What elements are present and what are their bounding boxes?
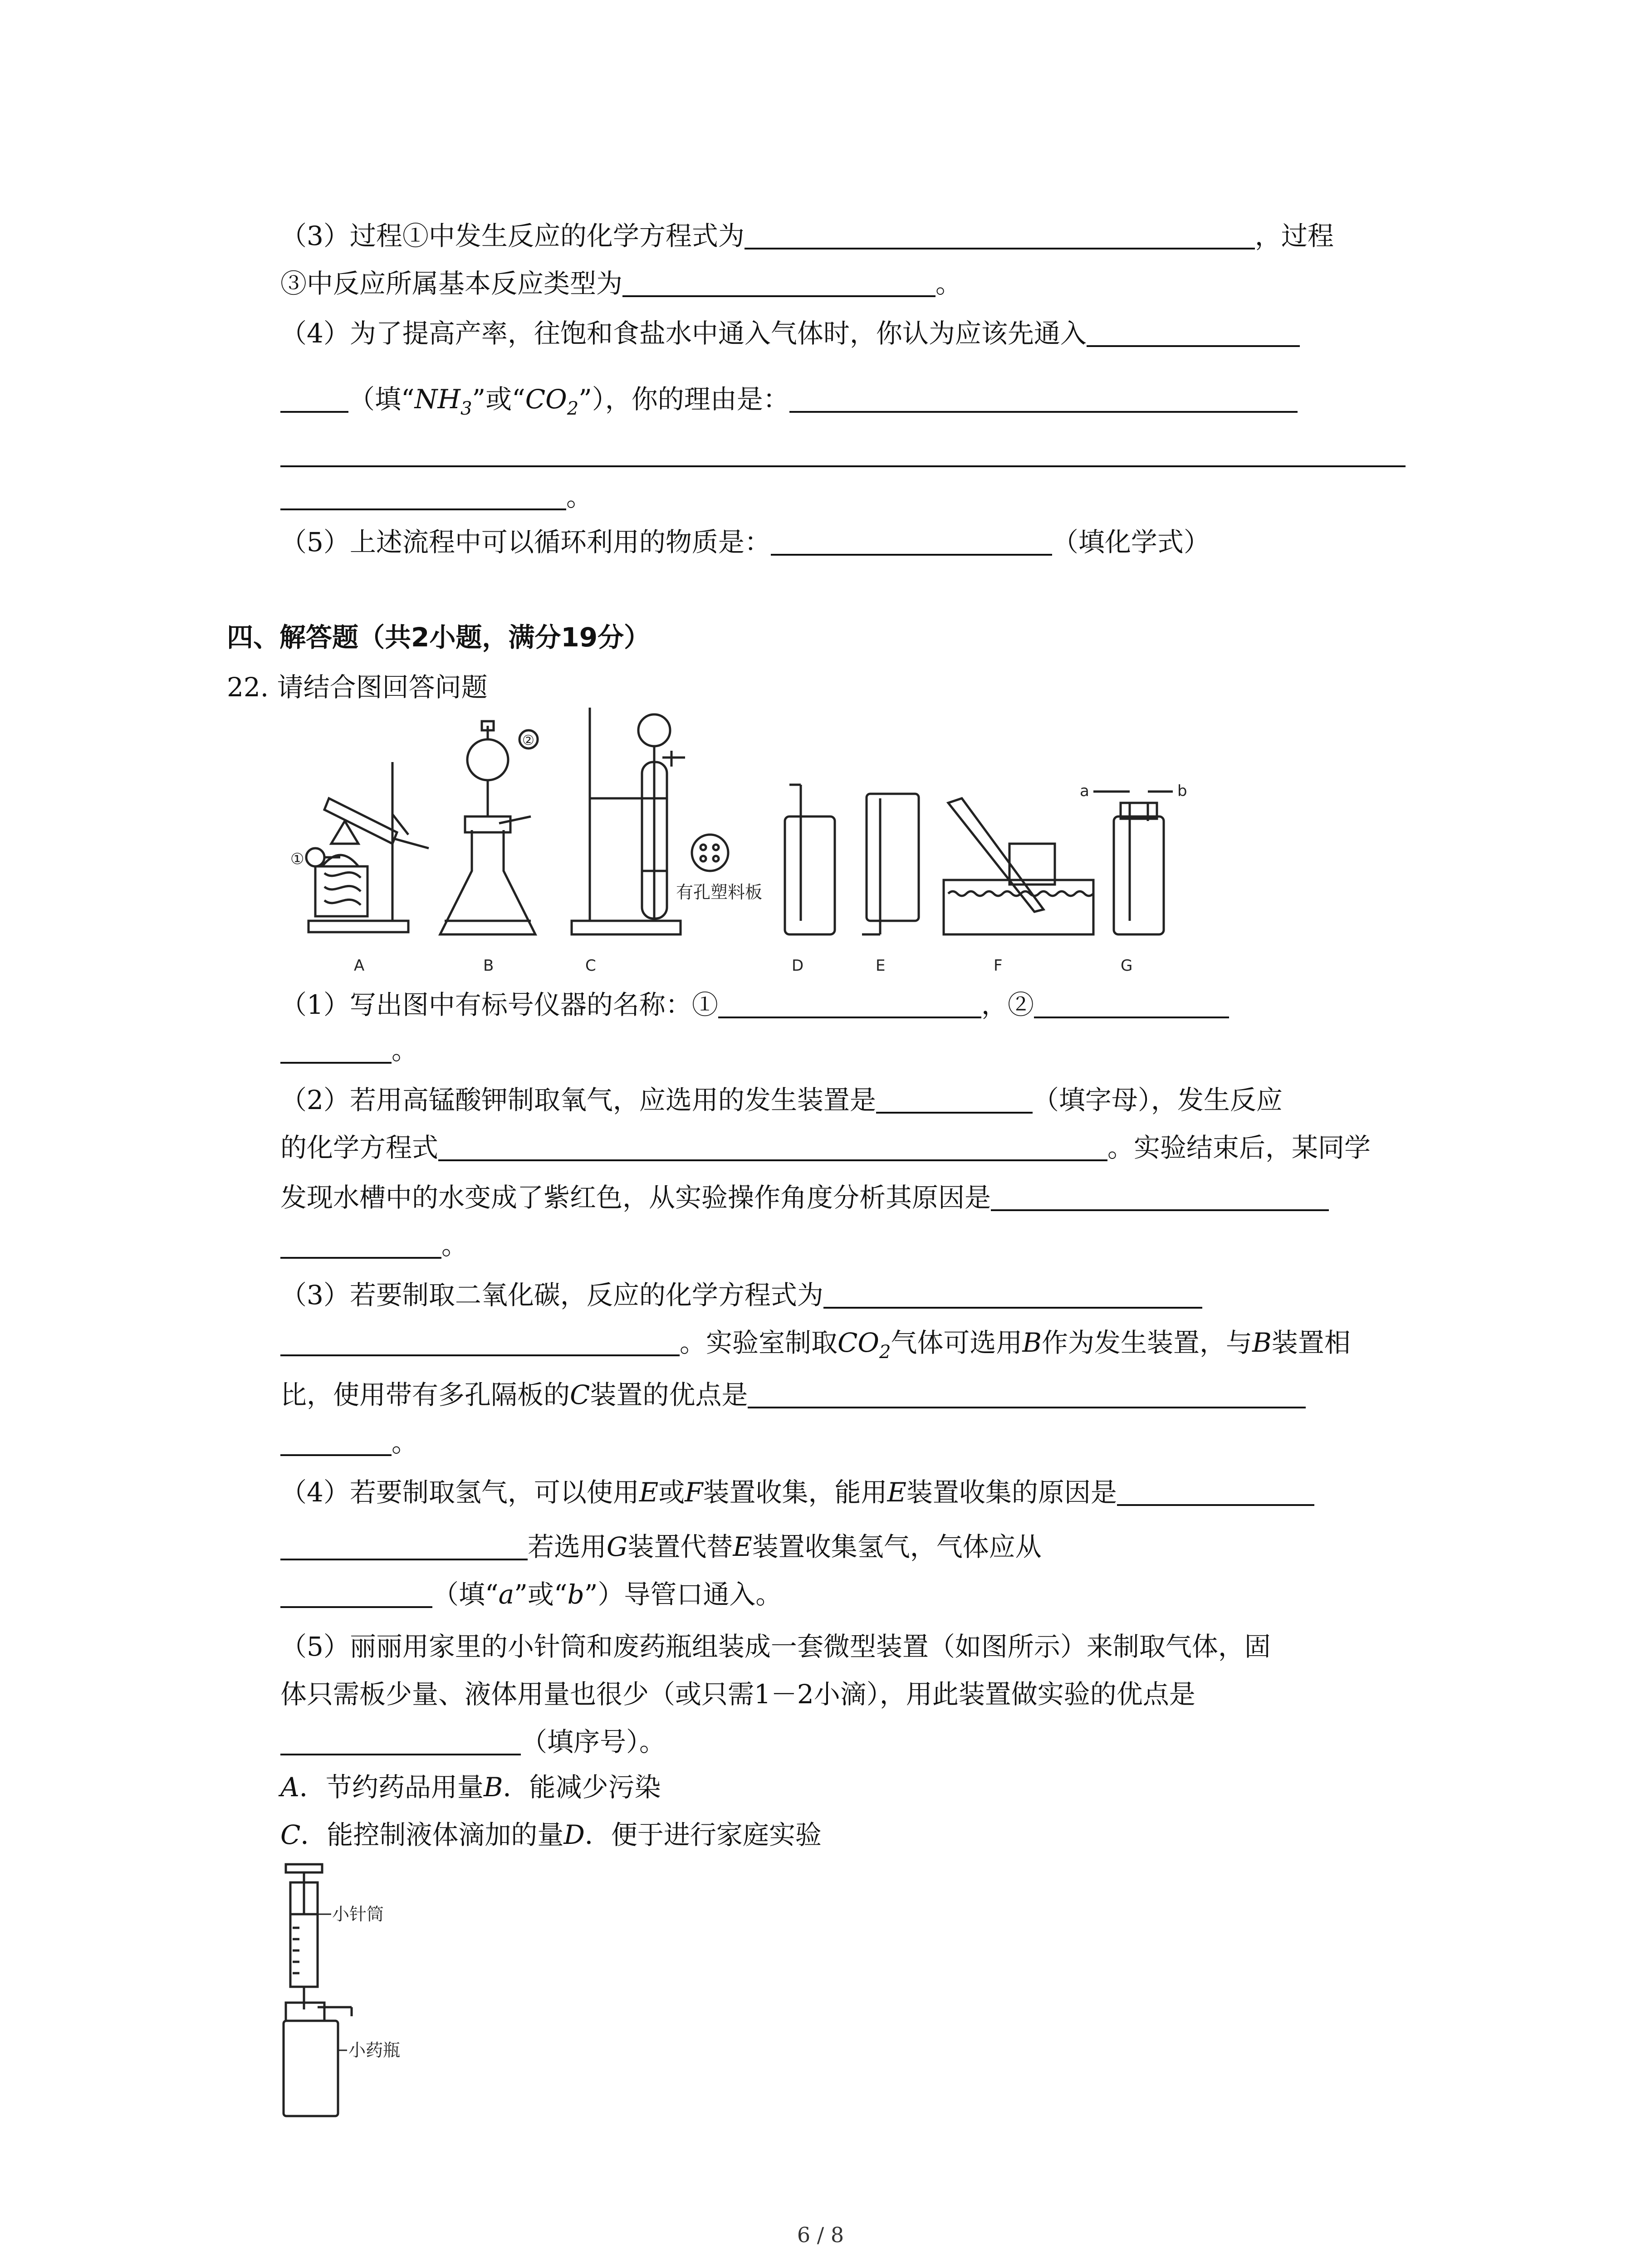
option-b-letter: B xyxy=(483,1772,503,1803)
figure-mark-1: ① xyxy=(290,850,304,868)
q22-part3-line4: 。 xyxy=(280,1424,418,1461)
tube-a-label: a xyxy=(1080,782,1089,800)
label-d: D xyxy=(792,957,804,975)
answer-blank[interactable] xyxy=(1034,987,1229,1018)
option-row-cd xyxy=(280,1817,822,1853)
answer-blank[interactable] xyxy=(280,436,1406,467)
q21-part4-line1: （4）为了提高产率，往饱和食盐水中通入气体时，你认为应该先通入 xyxy=(280,315,1300,352)
q21-part4-line3 xyxy=(280,435,1406,472)
q22-part3-line3: 比，使用带有多孔隔板的C装置的优点是 xyxy=(280,1377,1306,1413)
question-22-title: 22. 请结合图回答问题 xyxy=(227,672,488,703)
q22-part5-line3: （填序号）。 xyxy=(280,1724,666,1760)
answer-blank[interactable] xyxy=(280,1725,521,1755)
figure-mark-2: ② xyxy=(522,733,534,748)
apparatus-f xyxy=(944,798,1093,934)
q22-part4-line3: （填“a”或“b”）导管口通入。 xyxy=(280,1576,782,1613)
apparatus-d xyxy=(785,785,835,934)
label-c: C xyxy=(585,957,596,975)
porous-plate-label: 有孔塑料板 xyxy=(676,882,763,902)
answer-blank[interactable] xyxy=(280,1228,441,1259)
option-row-ab xyxy=(280,1769,661,1805)
q22-part2-line3: 发现水槽中的水变成了紫红色，从实验操作角度分析其原因是 xyxy=(280,1179,1329,1216)
option-d-text: ．便于进行家庭实验 xyxy=(584,1819,822,1850)
section-title: 四、解答题（共2小题，满分19分） xyxy=(227,622,651,653)
syringe-label: 小针筒 xyxy=(332,1904,384,1924)
option-c-text: ．能控制液体滴加的量 xyxy=(300,1819,564,1850)
tube-b-label: b xyxy=(1177,782,1187,800)
apparatus-a xyxy=(306,762,429,932)
option-b-text: ．能减少污染 xyxy=(503,1772,661,1803)
answer-blank[interactable] xyxy=(1087,316,1300,347)
apparatus-e xyxy=(862,794,919,934)
q22-part4-line1: （4）若要制取氢气，可以使用E或F装置收集，能用E装置收集的原因是 xyxy=(280,1474,1314,1510)
answer-blank[interactable] xyxy=(280,1425,392,1456)
answer-blank[interactable] xyxy=(280,479,566,510)
q21-part5: （5）上述流程中可以循环利用的物质是： （填化学式） xyxy=(280,524,1210,560)
answer-blank[interactable] xyxy=(771,525,1052,556)
answer-blank[interactable] xyxy=(1117,1475,1314,1506)
answer-blank[interactable] xyxy=(280,382,348,413)
answer-blank[interactable] xyxy=(438,1130,1107,1161)
apparatus-b xyxy=(440,721,535,934)
q22-part5-line1: （5）丽丽用家里的小针筒和废药瓶组装成一套微型装置（如图所示）来制取气体，固 xyxy=(280,1631,1271,1662)
option-a-letter: A xyxy=(280,1772,299,1803)
bottle-label: 小药瓶 xyxy=(348,2040,401,2060)
option-c-letter: C xyxy=(280,1819,301,1850)
label-b: B xyxy=(483,957,494,975)
q22-part5-line2: 体只需板少量、液体用量也很少（或只需1－2小滴），用此装置做实验的优点是 xyxy=(280,1679,1195,1710)
option-a-text: ．节约药品用量 xyxy=(299,1772,484,1803)
q22-part1-line2: 。 xyxy=(280,1032,418,1068)
answer-blank[interactable] xyxy=(789,382,1298,413)
page-number: 6 / 8 xyxy=(797,2223,844,2247)
q21-part4-line2: （填“$NH_3$”或“$CO_2$”），你的理由是： xyxy=(280,381,1298,427)
answer-blank[interactable] xyxy=(991,1180,1329,1211)
apparatus-g xyxy=(1093,792,1173,934)
q22-part2-line1: （2）若用高锰酸钾制取氧气，应选用的发生装置是 （填字母），发生反应 xyxy=(280,1082,1283,1118)
label-g: G xyxy=(1121,957,1133,975)
option-d-letter: D xyxy=(563,1819,585,1850)
answer-blank[interactable] xyxy=(823,1278,1202,1309)
answer-blank[interactable] xyxy=(745,219,1255,249)
q22-part4-line2: 若选用G装置代替E装置收集氢气，气体应从 xyxy=(280,1529,1042,1565)
apparatus-figure xyxy=(272,708,1202,980)
label-a: A xyxy=(354,957,365,975)
q21-part4-line4: 。 xyxy=(280,479,593,515)
answer-blank[interactable] xyxy=(622,266,936,297)
answer-blank[interactable] xyxy=(718,987,981,1018)
q22-part3-line2: 。实验室制取$CO_2$气体可选用B作为发生装置，与B装置相 xyxy=(280,1325,1351,1370)
micro-apparatus-figure xyxy=(272,1860,454,2123)
answer-blank[interactable] xyxy=(280,1033,392,1064)
q22-part2-line2: 的化学方程式 。实验结束后，某同学 xyxy=(280,1129,1371,1166)
q22-part3-line1: （3）若要制取二氧化碳，反应的化学方程式为 xyxy=(280,1277,1202,1313)
q22-part2-line4: 。 xyxy=(280,1227,468,1263)
q21-part3-line2: ③中反应所属基本反应类型为 。 xyxy=(280,265,962,302)
label-f: F xyxy=(994,957,1003,975)
q21-part3-line1: （3）过程①中发生反应的化学方程式为 ，过程 xyxy=(280,218,1334,254)
answer-blank[interactable] xyxy=(280,1577,432,1608)
q22-part1-line1: （1）写出图中有标号仪器的名称：① ，② xyxy=(280,987,1229,1023)
answer-blank[interactable] xyxy=(748,1378,1306,1408)
answer-blank[interactable] xyxy=(280,1530,528,1560)
label-e: E xyxy=(876,957,886,975)
answer-blank[interactable] xyxy=(876,1083,1033,1114)
answer-blank[interactable] xyxy=(280,1325,680,1356)
